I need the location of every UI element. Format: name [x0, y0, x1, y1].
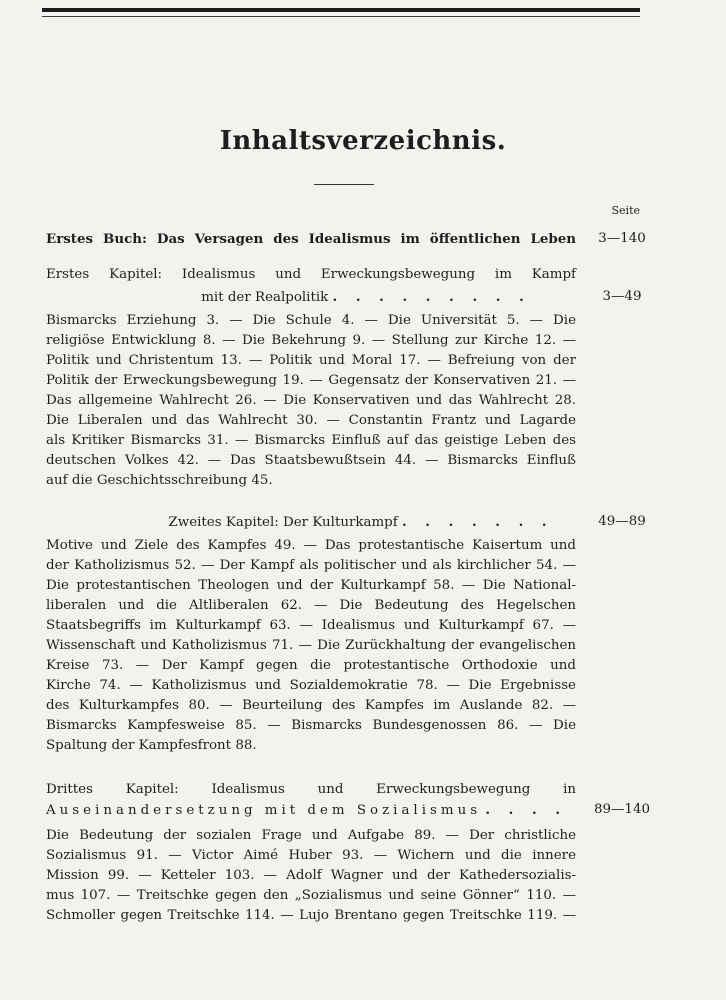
chapter-2-line: des Kulturkampfes 80. — Beurteilung des Kampfes im Auslande 82. —: [46, 698, 576, 713]
chapter-1-line: auf die Geschichtsschreibung 45.: [46, 473, 273, 488]
book-pages: 3—140: [598, 231, 646, 246]
chapter-2-line: der Katholizismus 52. — Der Kampf als politischer und als kirchlicher 54. —: [46, 558, 576, 573]
chapter-2-line: Bismarcks Kampfesweise 85. — Bismarcks Bundesgenossen 86. — Die: [46, 718, 576, 733]
chapter-3-pages: 89—140: [594, 802, 650, 817]
header-rule-thin: [42, 16, 640, 17]
chapter-2-line: Spaltung der Kampfesfront 88.: [46, 738, 257, 753]
chapter-1-line: deutschen Volkes 42. — Das Staatsbewußtsein 44. — Bismarcks Einfluß: [46, 453, 576, 468]
chapter-1-line: Politik und Christentum 13. — Politik und Moral 17. — Befreiung von der: [46, 353, 576, 368]
book-heading: Erstes Buch: Das Versagen des Idealismus im öffentlichen Leben: [46, 231, 576, 247]
chapter-3-title-line-1: Drittes Kapitel: Idealismus und Erweckungsbewegung in: [46, 782, 576, 797]
chapter-3-line: mus 107. — Treitschke gegen den „Sozialismus und seine Gönner“ 110. —: [46, 888, 576, 903]
chapter-3-line: Sozialismus 91. — Victor Aimé Huber 93. — Wichern und die innere: [46, 848, 576, 863]
chapter-3-title-line-2: [46, 800, 576, 821]
chapter-1-title-line-2: [46, 287, 576, 308]
chapter-1-line: als Kritiker Bismarcks 31. — Bismarcks Einfluß auf das geistige Leben des: [46, 433, 576, 448]
header-rule-thick: [42, 8, 640, 12]
chapter-2-line: liberalen und die Altliberalen 62. — Die Bedeutung des Hegelschen: [46, 598, 576, 613]
chapter-2-line: Motive und Ziele des Kampfes 49. — Das protestantische Kaisertum und: [46, 538, 576, 553]
chapter-1-line: Politik der Erweckungsbewegung 19. — Gegensatz der Konservativen 21. —: [46, 373, 576, 388]
chapter-3-line: Die Bedeutung der sozialen Frage und Aufgabe 89. — Der christliche: [46, 828, 576, 843]
chapter-1-pages: 3—49: [602, 289, 642, 304]
seite-label: Seite: [611, 204, 640, 217]
chapter-2-pages: 49—89: [598, 514, 646, 529]
chapter-1-title-tail: mit der Realpolitik: [201, 290, 329, 305]
title-underline: [314, 184, 374, 185]
chapter-3-title-tail: Auseinandersetzung mit dem Sozialismus: [46, 803, 482, 818]
chapter-1-line: Bismarcks Erziehung 3. — Die Schule 4. — Die Universität 5. — Die: [46, 313, 576, 328]
chapter-1-line: Die Liberalen und das Wahlrecht 30. — Constantin Frantz und Lagarde: [46, 413, 576, 428]
chapter-2-line: Kirche 74. — Katholizismus und Sozialdemokratie 78. — Die Ergebnisse: [46, 678, 576, 693]
chapter-1-leader: . . . . . . . . .: [332, 289, 531, 305]
chapter-2-title: Zweites Kapitel: Der Kulturkampf: [168, 515, 398, 530]
chapter-2-line: Staatsbegriffs im Kulturkampf 63. — Idealismus und Kulturkampf 67. —: [46, 618, 576, 633]
chapter-3-leader: . . . .: [485, 802, 567, 818]
chapter-3-line: Mission 99. — Ketteler 103. — Adolf Wagner und der Kathedersozialis-: [46, 868, 576, 883]
chapter-2-line: Die protestantischen Theologen und der Kulturkampf 58. — Die National-: [46, 578, 576, 593]
chapter-2-title-line: [46, 512, 576, 533]
chapter-2-leader: . . . . . . .: [401, 514, 554, 530]
chapter-2-line: Kreise 73. — Der Kampf gegen die protestantische Orthodoxie und: [46, 658, 576, 673]
chapter-3-line: Schmoller gegen Treitschke 114. — Lujo Brentano gegen Treitschke 119. —: [46, 908, 576, 923]
chapter-1-line: Das allgemeine Wahlrecht 26. — Die Konservativen und das Wahlrecht 28.: [46, 393, 576, 408]
chapter-1-title-line-1: Erstes Kapitel: Idealismus und Erweckungsbewegung im Kampf: [46, 267, 576, 282]
page-title: Inhaltsverzeichnis.: [219, 126, 507, 156]
chapter-2-line: Wissenschaft und Katholizismus 71. — Die Zurückhaltung der evangelischen: [46, 638, 576, 653]
chapter-1-line: religiöse Entwicklung 8. — Die Bekehrung 9. — Stellung zur Kirche 12. —: [46, 333, 576, 348]
